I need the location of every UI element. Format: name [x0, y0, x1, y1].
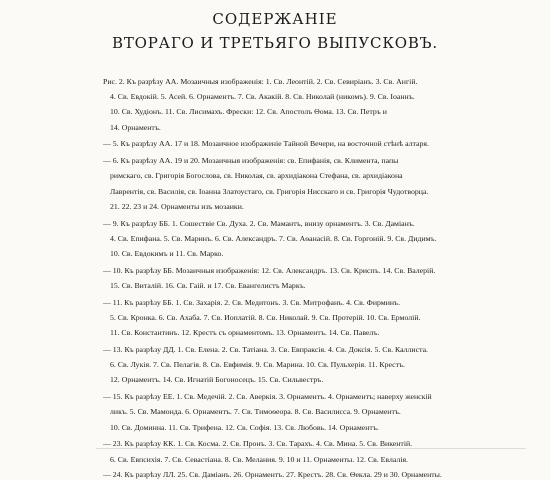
entry-first-line: — 10. Къ разрѣзу ББ. Мозаичныя изображенія: 12. Св. Александръ. 13. Св. Криспъ. 14. Св. Валерій. — [103, 265, 436, 275]
entry-line: 4. Св. Епифана. 5. Св. Маринъ. 6. Св. Александръ. 7. Св. Аѳанасій. 8. Св. Горгоній. 9. Св. Дидимъ. — [110, 233, 437, 243]
entry-line: ликъ. 5. Св. Мамонда. 6. Орнаментъ. 7. Св. Тимоѳеора. 8. Св. Василисса. 9. Орнаментъ. — [110, 407, 401, 417]
entry-first-line: — 6. Къ разрѣзу АА. 19 и 20. Мозаичныя изображенія: св. Епифанія, св. Климента, папы — [103, 156, 399, 166]
page-title: СОДЕРЖАНІЕ — [212, 10, 338, 28]
entry-line: римскаго, св. Григорія Богослова, св. Николая, св. архидіакона Стефана, св. архидіакона — [110, 171, 403, 181]
page-edge — [96, 448, 526, 449]
entry-first-line: — 9. Къ разрѣзу ББ. 1. Сошествіе Св. Духа. 2. Св. Мамантъ, внизу орнаментъ. 3. Св. Даміанъ. — [103, 218, 415, 228]
entry-line: 11. Св. Константинъ. 12. Крестъ съ орнаментомъ. 13. Орнаментъ. 14. Св. Павелъ. — [110, 328, 380, 338]
entry-first-line: — 23. Къ разрѣзу КК. 1. Св. Косма. 2. Св. Пронъ. 3. Св. Тарахъ. 4. Св. Мина. 5. Св. Викентій. — [103, 439, 413, 449]
entry-line: 10. Св. Худіонъ. 11. Св. Лисимахъ. Фрески: 12. Св. Апостолъ Ѳома. 13. Св. Петръ и — [110, 107, 387, 117]
entry-first-line: — 5. Къ разрѣзу АА. 17 и 18. Мозаичное изображеніе Тайной Вечери, на восточной стѣнѣ алтаря. — [103, 139, 429, 149]
entry-line: 6. Св. Евпсихія. 7. Св. Севастіана. 8. Св. Мелания. 9. 10 и 11. Орнаменты. 12. Св. Евлалія. — [110, 454, 408, 464]
entry-line: 12. Орнаментъ. 14. Св. Игнатій Богоносецъ. 15. Св. Сильвестръ. — [110, 375, 324, 385]
entry-line: 10. Св. Доминна. 11. Св. Трифена. 12. Св. Софія. 13. Св. Любовь. 14. Орнаментъ. — [110, 422, 379, 432]
entry-line: 21. 22. 23 и 24. Орнаменты изъ мозаики. — [110, 201, 244, 211]
entry-line: 6. Св. Лукія. 7. Св. Пелагія. 8. Св. Евфимія. 9. Св. Марина. 10. Св. Пульхерія. 11. Крестъ. — [110, 360, 406, 370]
entry-line: 4. Св. Евдокій. 5. Асей. 6. Орнаментъ. 7. Св. Акакій. 8. Св. Николай (никомъ). 9. Св. Іоаннъ. — [110, 92, 415, 102]
entry-line: Лаврентія, св. Василія, св. Іоанна Златоустаго, св. Григорія Нисскаго и св. Григорія Чудотворца. — [110, 186, 429, 196]
entry-line: 10. Св. Евдокимъ и 11. Св. Марко. — [110, 249, 224, 258]
entry-first-line: — 13. Къ разрѣзу ДД. 1. Св. Елена. 2. Св. Татіана. 3. Св. Евпраксія. 4. Св. Доксія. 5. Св. Каллиста. — [103, 345, 428, 354]
page-subtitle: ВТОРАГО И ТРЕТЬЯГО ВЫПУСКОВЪ. — [112, 34, 438, 52]
entry-first-line: Рис. 2. Къ разрѣзу АА. Мозаичныя изображенія: 1. Св. Леонтій. 2. Св. Севиріанъ. 3. Св. Ангій. — [103, 77, 418, 86]
entry-line: — 24. Къ разрѣзу ЛЛ. 25. Св. Даміанъ. 26. Орнаментъ. 27. Крестъ. 28. Св. Ѳекла. 29 и 30. Орнаменты. — [103, 469, 442, 479]
entry-line: 14. Орнаментъ. — [110, 122, 161, 132]
entry-line: 15. Св. Виталій. 16. Св. Гаій. и 17. Св. Евангелистъ Маркъ. — [110, 281, 306, 290]
entry-first-line: — 15. Къ разрѣзу ЕЕ. 1. Св. Медечій. 2. Св. Аверкія. 3. Орнаментъ. 4. Орнаментъ; наверху женскій — [103, 392, 432, 402]
entry-line: 5. Св. Кронка. 6. Св. Ахаба. 7. Св. Иоплатій. 8. Св. Николай. 9. Св. Протерій. 10. Св. Ермолій. — [110, 313, 421, 322]
entry-first-line: — 11. Къ разрѣзу ББ. 1. Св. Захарія. 2. Св. Медитонъ. 3. Св. Митрофанъ. 4. Св. Фирминъ. — [103, 297, 401, 307]
